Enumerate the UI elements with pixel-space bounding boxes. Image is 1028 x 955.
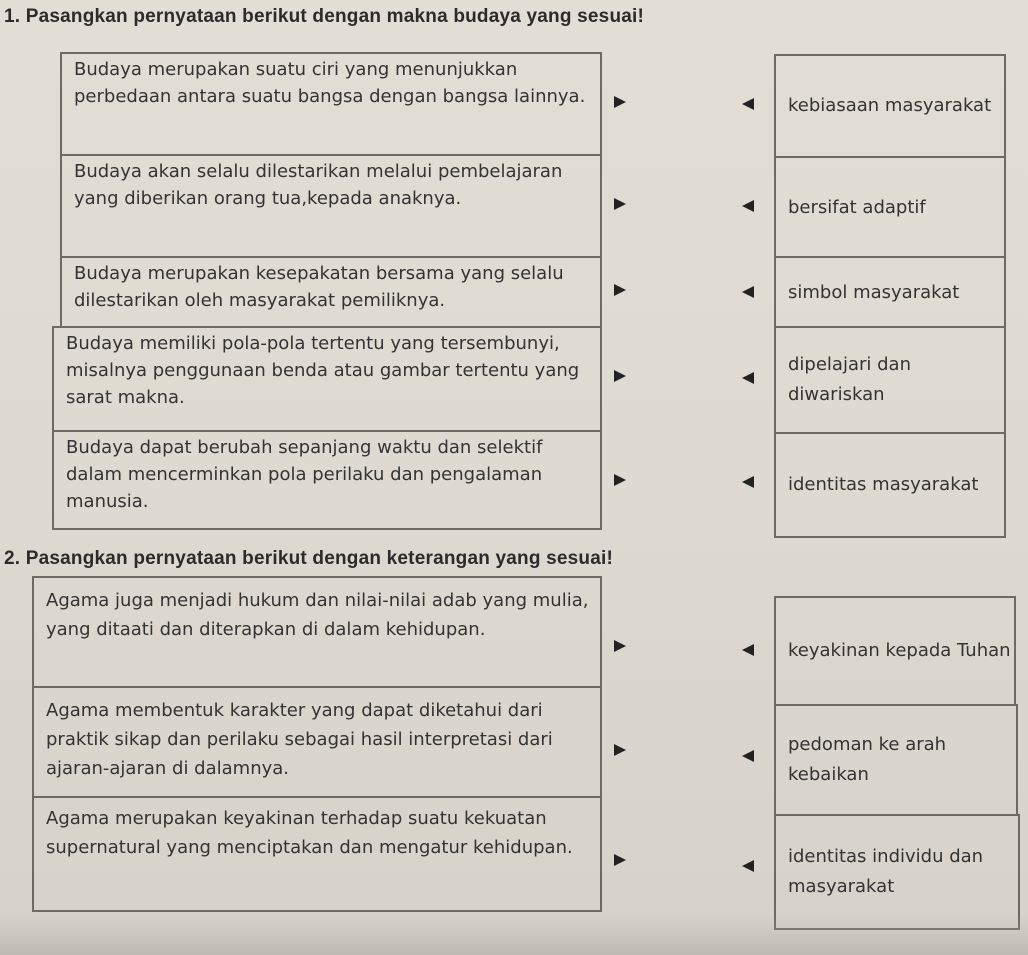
- q2-connector-left-1[interactable]: [742, 644, 754, 656]
- q1-connector-right-5[interactable]: [614, 474, 626, 486]
- q2-connector-left-3[interactable]: [742, 860, 754, 872]
- q1-statement-2[interactable]: Budaya akan selalu dilestarikan melalui pembelajaran yang diberikan orang tua,kepada anaknya.: [60, 154, 602, 258]
- q1-connector-right-1[interactable]: [614, 96, 626, 108]
- q1-statement-1[interactable]: Budaya merupakan suatu ciri yang menunjukkan perbedaan antara suatu bangsa dengan bangsa lainnya.: [60, 52, 602, 156]
- q1-connector-left-5[interactable]: [742, 476, 754, 488]
- q1-connector-left-2[interactable]: [742, 200, 754, 212]
- page-bottom-shadow: [0, 915, 1028, 955]
- q1-statement-5[interactable]: Budaya dapat berubah sepanjang waktu dan selektif dalam mencerminkan pola perilaku dan pengalaman manusia.: [52, 430, 602, 530]
- q1-connector-left-4[interactable]: [742, 372, 754, 384]
- q2-connector-right-2[interactable]: [614, 744, 626, 756]
- q2-connector-right-1[interactable]: [614, 640, 626, 652]
- q1-answer-4[interactable]: dipelajari dan diwariskan: [774, 326, 1006, 434]
- q2-answer-1[interactable]: keyakinan kepada Tuhan: [774, 596, 1016, 706]
- q1-statement-4[interactable]: Budaya memiliki pola-pola tertentu yang tersembunyi, misalnya penggunaan benda atau gambar tertentu yang sarat makna.: [52, 326, 602, 432]
- q2-answer-3[interactable]: identitas individu dan masyarakat: [774, 814, 1020, 930]
- q1-connector-right-3[interactable]: [614, 284, 626, 296]
- q1-connector-right-4[interactable]: [614, 370, 626, 382]
- q2-statement-2[interactable]: Agama membentuk karakter yang dapat diketahui dari praktik sikap dan perilaku sebagai hasil interpretasi dari ajaran-ajaran di dalamnya.: [32, 686, 602, 798]
- q1-answer-3[interactable]: simbol masyarakat: [774, 256, 1006, 328]
- q2-answer-2[interactable]: pedoman ke arah kebaikan: [774, 704, 1018, 816]
- q1-answer-5[interactable]: identitas masyarakat: [774, 432, 1006, 538]
- q1-connector-left-3[interactable]: [742, 286, 754, 298]
- q1-connector-left-1[interactable]: [742, 98, 754, 110]
- q2-connector-left-2[interactable]: [742, 750, 754, 762]
- q1-answer-2[interactable]: bersifat adaptif: [774, 156, 1006, 258]
- q2-statement-1[interactable]: Agama juga menjadi hukum dan nilai-nilai adab yang mulia, yang ditaati dan diterapkan di dalam kehidupan.: [32, 576, 602, 688]
- q2-statement-3[interactable]: Agama merupakan keyakinan terhadap suatu kekuatan supernatural yang menciptakan dan mengatur kehidupan.: [32, 796, 602, 912]
- question-2-heading: 2. Pasangkan pernyataan berikut dengan keterangan yang sesuai!: [4, 548, 613, 569]
- q1-answer-1[interactable]: kebiasaan masyarakat: [774, 54, 1006, 158]
- q2-connector-right-3[interactable]: [614, 854, 626, 866]
- question-1-heading: 1. Pasangkan pernyataan berikut dengan makna budaya yang sesuai!: [4, 6, 645, 27]
- q1-connector-right-2[interactable]: [614, 198, 626, 210]
- q1-statement-3[interactable]: Budaya merupakan kesepakatan bersama yang selalu dilestarikan oleh masyarakat pemiliknya.: [60, 256, 602, 328]
